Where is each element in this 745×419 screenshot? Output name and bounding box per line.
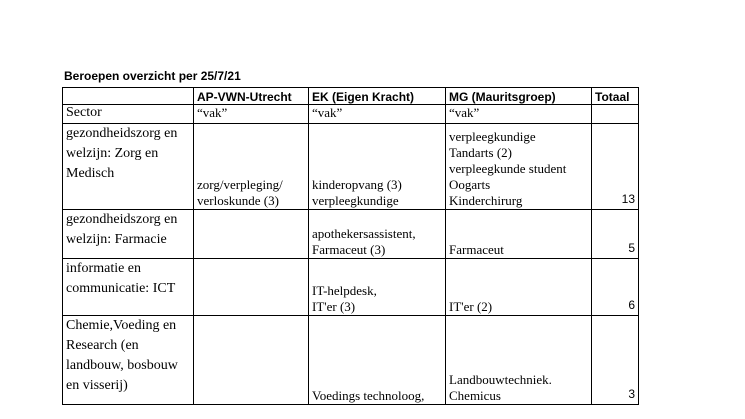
occupations-table — [62, 87, 639, 405]
ap-line: zorg/verpleging/ — [197, 177, 283, 192]
row-ek-cell — [309, 316, 446, 405]
row-sector-cell — [63, 316, 194, 405]
sector-ap-value: “vak” — [194, 105, 309, 124]
table-row — [63, 124, 639, 210]
header-mg-mauritsgroep: MG (Mauritsgroep) — [446, 88, 592, 105]
sector-line: Medisch — [66, 166, 115, 181]
sector-label: Sector — [63, 105, 194, 124]
mg-line: verpleegkunde student — [449, 161, 567, 176]
sector-line: welzijn: Farmacie — [66, 232, 167, 247]
sector-line: communicatie: ICT — [66, 281, 176, 296]
row-total-cell: 13 — [592, 124, 639, 210]
sector-row — [63, 105, 639, 124]
row-total-cell: 6 — [592, 259, 639, 316]
table-row — [63, 210, 639, 259]
row-ek-cell — [309, 259, 446, 316]
sector-mg-value: “vak” — [446, 105, 592, 124]
header-row — [63, 88, 639, 105]
ek-line: Voedings technoloog, — [312, 388, 425, 403]
row-sector-cell — [63, 259, 194, 316]
mg-line: verpleegkundige — [449, 129, 536, 144]
row-ap-cell — [194, 124, 309, 210]
mg-line: IT'er (2) — [449, 299, 493, 314]
mg-line: Tandarts (2) — [449, 145, 512, 160]
mg-line: Oogarts — [449, 177, 491, 192]
mg-line: Kinderchirurg — [449, 193, 523, 208]
sector-line: Chemie,Voeding en — [66, 318, 177, 333]
mg-line: Landbouwtechniek. — [449, 372, 552, 387]
ek-line: IT'er (3) — [312, 299, 356, 314]
ek-line: IT-helpdesk, — [312, 283, 377, 298]
row-mg-cell — [446, 210, 592, 259]
sector-total-value — [592, 105, 639, 124]
ap-line: verloskunde (3) — [197, 193, 279, 208]
table-row — [63, 316, 639, 405]
row-ek-cell — [309, 210, 446, 259]
table-row — [63, 259, 639, 316]
sector-line: gezondheidszorg en — [66, 212, 178, 227]
row-ap-cell — [194, 259, 309, 316]
row-sector-cell — [63, 124, 194, 210]
sector-line: welzijn: Zorg en — [66, 146, 159, 161]
row-sector-cell — [63, 210, 194, 259]
ek-line: verpleegkundige — [312, 193, 399, 208]
row-total-cell: 5 — [592, 210, 639, 259]
row-total-cell: 3 — [592, 316, 639, 405]
row-mg-cell — [446, 316, 592, 405]
header-cell-empty — [63, 88, 194, 105]
header-ap-vwn-utrecht: AP-VWN-Utrecht — [194, 88, 309, 105]
sector-line: informatie en — [66, 261, 142, 276]
ek-line: Farmaceut (3) — [312, 242, 386, 257]
sector-line: Research (en — [66, 338, 139, 353]
header-ek-eigen-kracht: EK (Eigen Kracht) — [309, 88, 446, 105]
sector-line: en visserij) — [66, 378, 128, 393]
sector-line: gezondheidszorg en — [66, 126, 178, 141]
row-ap-cell — [194, 316, 309, 405]
document-title: Beroepen overzicht per 25/7/21 — [64, 69, 241, 83]
row-mg-cell — [446, 124, 592, 210]
sector-line: landbouw, bosbouw — [66, 358, 178, 373]
mg-line: Farmaceut — [449, 242, 504, 257]
mg-line: Chemicus — [449, 388, 501, 403]
ek-line: apothekersassistent, — [312, 226, 416, 241]
row-ap-cell — [194, 210, 309, 259]
header-totaal: Totaal — [592, 88, 639, 105]
ek-line: kinderopvang (3) — [312, 177, 402, 192]
sector-ek-value: “vak” — [309, 105, 446, 124]
row-ek-cell — [309, 124, 446, 210]
row-mg-cell — [446, 259, 592, 316]
